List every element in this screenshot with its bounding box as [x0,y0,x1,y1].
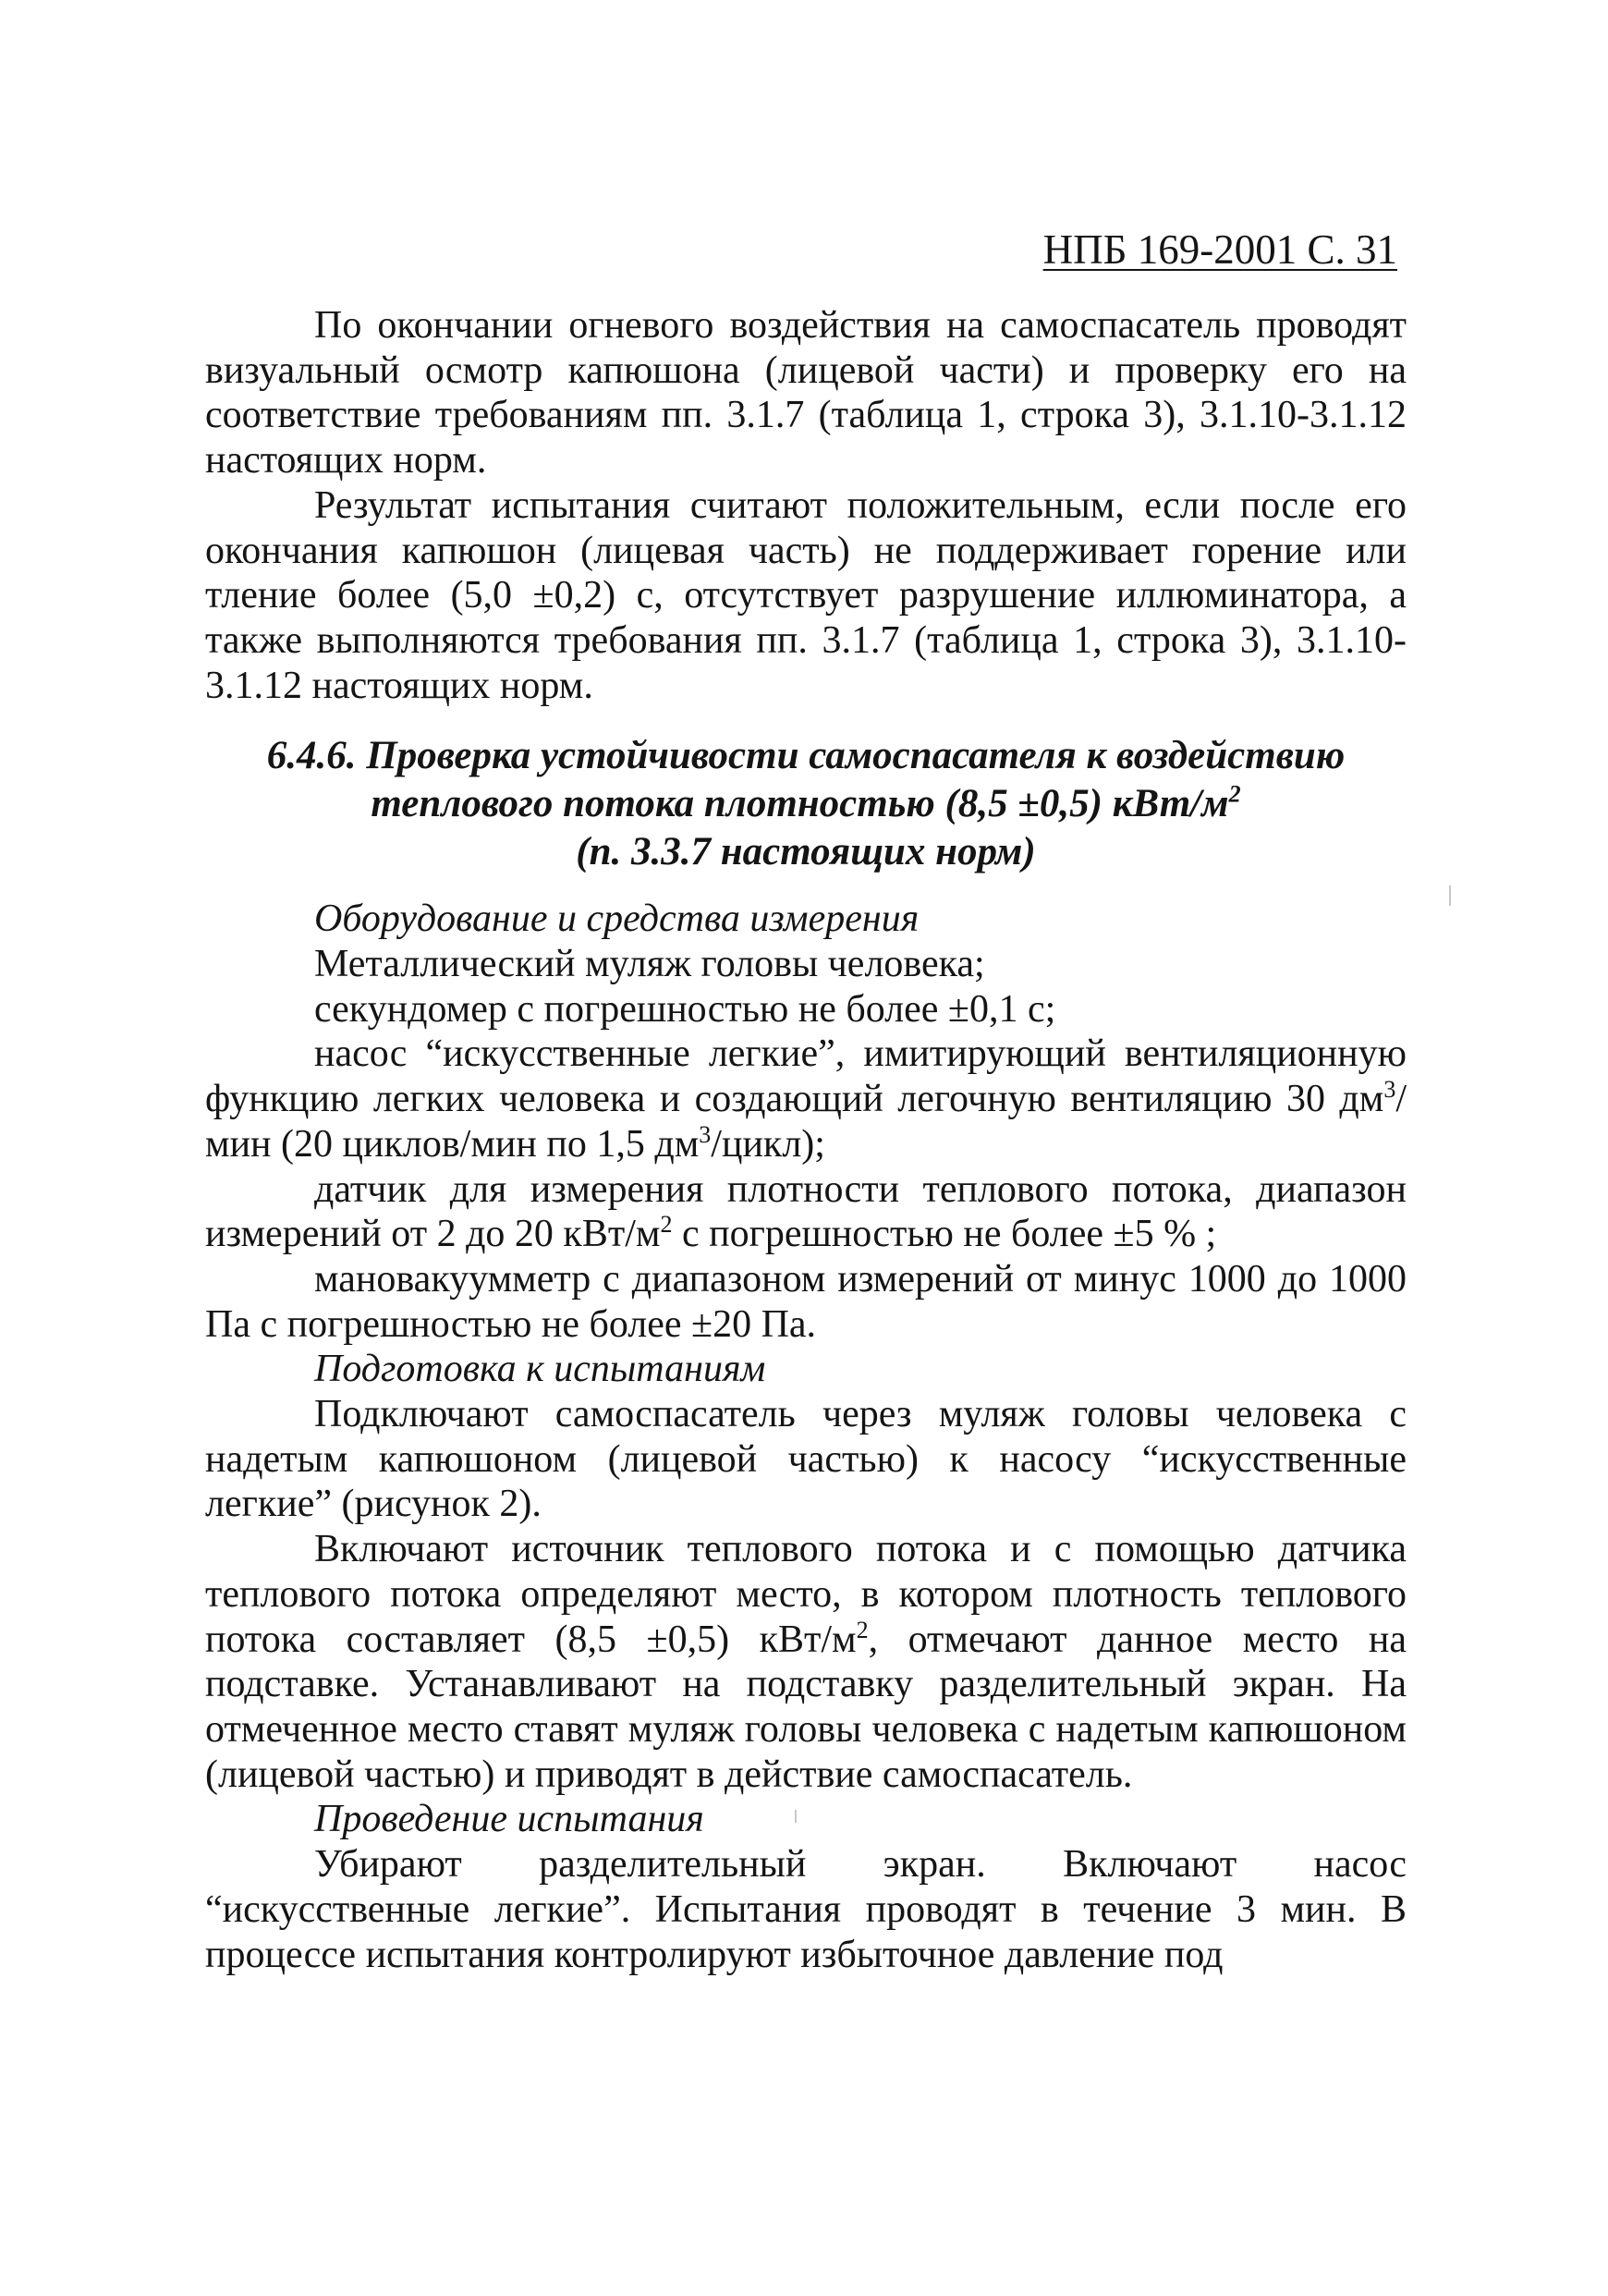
section-title-line-3: (п. 3.3.7 настоящих норм) [576,830,1036,874]
equipment-item-sensor [205,1167,1407,1257]
preparation-paragraph-2-text-a: Включают источник теплового потока и с помощью датчика теплового потока определяют место, в котором плотность теплового потока составляет (8,5 ±0,5) кВт/м [205,1528,1407,1661]
equipment-heading: Оборудование и средства измерения [314,898,920,941]
equipment-item-sensor-text-b: с погрешностью не более ±5 % ; [672,1213,1217,1256]
equipment-item-stopwatch: секундомер с погрешностью не более ±0,1 с; [314,987,1056,1031]
paragraph-visual-inspection: По окончании огневого воздействия на самоспасатель проводят визуальный осмотр капюшона (лицевой части) и проверку его на соответствие требованиям пп. 3.1.7 (таблица 1, строка 3), 3.1.10-3.1.12 настоящих норм. [205,304,1407,482]
preparation-paragraph-2 [205,1527,1407,1797]
test-heading: Проведение испытания [314,1798,704,1841]
document-page [205,222,1407,1977]
section-title-superscript: 2 [1228,781,1241,808]
preparation-paragraph-1: Подключают самоспасатель через муляж головы человека с надетым капюшоном (лицевой частью) к насосу “искусственные легкие” (рисунок 2). [205,1393,1407,1526]
page-header [205,222,1407,277]
scan-speck [1449,885,1451,906]
equipment-item-pump-text-a: насос “искусственные легкие”, имитирующий вентиляционную функцию легких человека и создающий легочную вентиляцию 30 дм [205,1032,1407,1121]
paragraph-test-result: Результат испытания считают положительным, если после его окончания капюшон (лицевая часть) не поддерживает горение или тление более (5,0 ±0,2) с, отсутствует разрушение иллюминатора, а также выполняются требования пп. 3.1.7 (таблица 1, строка 3), 3.1.10-3.1.12 настоящих норм. [205,483,1407,707]
equipment-item-pump-sup-1: 3 [1383,1076,1396,1104]
equipment-item-pump-sup-2: 3 [699,1120,712,1148]
equipment-item-manometer: мановакуумметр с диапазоном измерений от минус 1000 до 1000 Па с погрешностью не более ±20 Па. [205,1257,1407,1346]
preparation-paragraph-2-sup: 2 [856,1616,869,1643]
section-title-line-1: 6.4.6. Проверка устойчивости самоспасателя к воздействию [266,734,1346,778]
section-title-line-2-text: теплового потока плотностью (8,5 ±0,5) кВт/м [371,782,1229,826]
equipment-item-pump [205,1032,1407,1166]
scan-speck [795,1810,797,1823]
page-header-text: НПБ 169-2001 С. 31 [1042,226,1397,273]
preparation-paragraph-2-text-b: , отмечают данное место на подставке. Устанавливают на подставку разделительный экран. На отмеченное место ставят муляж головы человека с надетым капюшоном (лицевой частью) и приводят в действие самоспасатель. [205,1618,1407,1796]
section-title [205,732,1407,876]
preparation-heading: Подготовка к испытаниям [314,1348,766,1391]
equipment-item-sensor-text-a: датчик для измерения плотности теплового потока, диапазон измерений от 2 до 20 кВт/м [205,1167,1407,1256]
section-title-line-2 [205,780,1407,828]
test-paragraph-1: Убирают разделительный экран. Включают насос “искусственные легкие”. Испытания проводят в течение 3 мин. В процессе испытания контролируют избыточное давление под [205,1843,1407,1976]
equipment-item-head-dummy: Металлический муляж головы человека; [314,943,985,986]
equipment-item-pump-text-c: /цикл); [711,1122,825,1166]
equipment-item-pump-text-b: /мин (20 циклов/мин по 1,5 дм [205,1078,1407,1166]
equipment-item-sensor-sup: 2 [660,1211,673,1239]
